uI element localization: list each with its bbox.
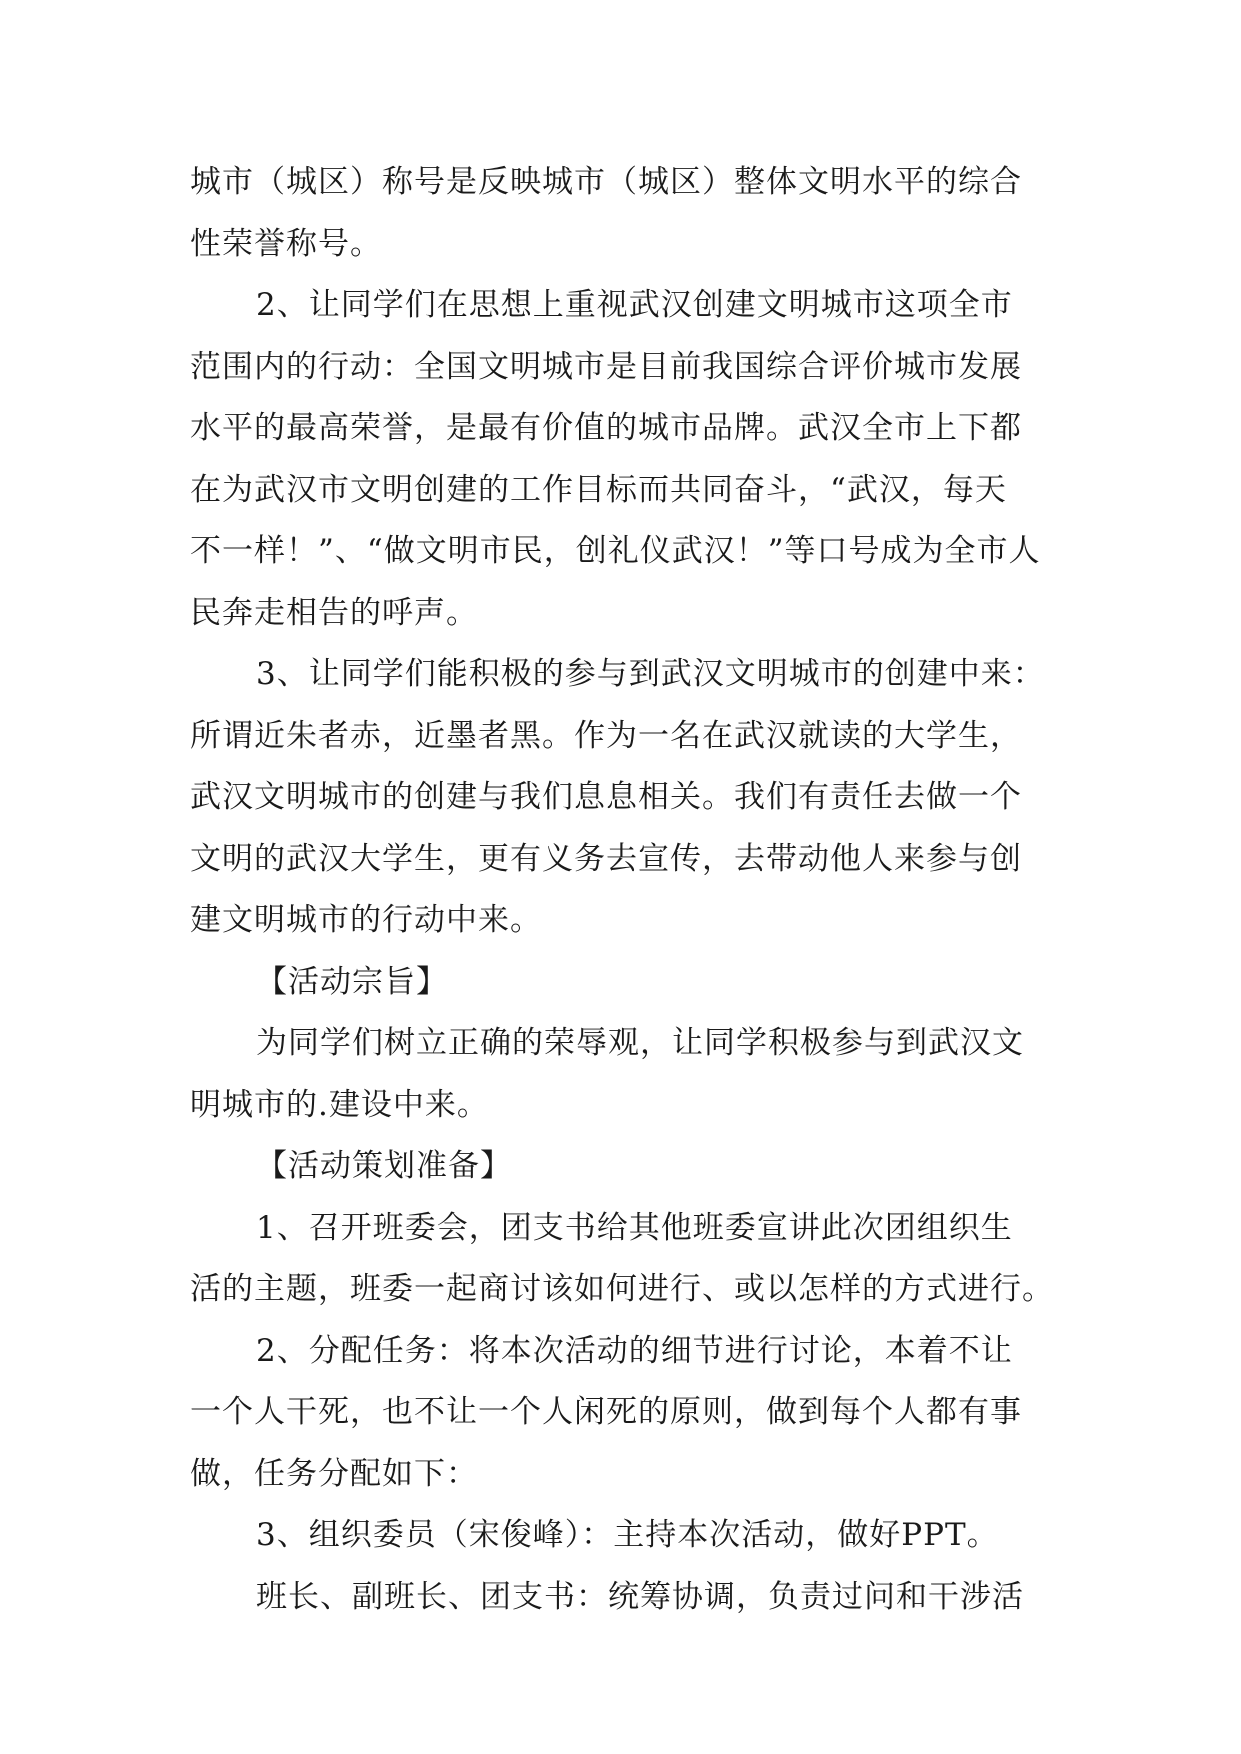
text-line: 民奔走相告的呼声。 [190, 594, 478, 631]
text-line: 建文明城市的行动中来。 [190, 902, 542, 938]
text-line: 班长、副班长、团支书：统筹协调，负责过问和干涉活 [256, 1578, 1024, 1615]
text-line: 活的主题，班委一起商讨该如何进行、或以怎样的方式进行。 [190, 1271, 1054, 1307]
text-line: 在为武汉市文明创建的工作目标而共同奋斗，“武汉，每天 [190, 471, 1007, 508]
section-heading: 【活动宗旨】 [256, 963, 448, 1000]
text-line: 明城市的.建设中来。 [190, 1086, 489, 1123]
text-line: 范围内的行动：全国文明城市是目前我国综合评价城市发展 [190, 348, 1022, 385]
text-line: 城市（城区）称号是反映城市（城区）整体文明水平的综合 [190, 164, 1022, 200]
text-line: 一个人干死，也不让一个人闲死的原则，做到每个人都有事 [190, 1394, 1022, 1430]
document-body [190, 152, 1060, 1628]
text-line: 文明的武汉大学生，更有义务去宣传，去带动他人来参与创 [190, 840, 1022, 877]
text-line: 性荣誉称号。 [190, 225, 382, 262]
text-line: 1、召开班委会，团支书给其他班委宣讲此次团组织生 [256, 1209, 1013, 1246]
text-line: 武汉文明城市的创建与我们息息相关。我们有责任去做一个 [190, 779, 1022, 815]
text-line: 水平的最高荣誉，是最有价值的城市品牌。武汉全市上下都 [190, 410, 1022, 446]
text-line: 3、让同学们能积极的参与到武汉文明城市的创建中来： [256, 656, 1045, 692]
text-line: 3、组织委员（宋俊峰）：主持本次活动，做好PPT。 [256, 1517, 999, 1553]
text-line: 2、让同学们在思想上重视武汉创建文明城市这项全市 [256, 287, 1013, 323]
text-line: 2、分配任务：将本次活动的细节进行讨论，本着不让 [256, 1332, 1013, 1369]
text-line: 不一样！”、“做文明市民，创礼仪武汉！”等口号成为全市人 [190, 533, 1041, 569]
text-line: 做，任务分配如下： [190, 1455, 478, 1492]
section-heading: 【活动策划准备】 [256, 1148, 512, 1184]
text-line: 所谓近朱者赤，近墨者黑。作为一名在武汉就读的大学生， [190, 717, 1022, 754]
text-line: 为同学们树立正确的荣辱观，让同学积极参与到武汉文 [256, 1025, 1024, 1061]
